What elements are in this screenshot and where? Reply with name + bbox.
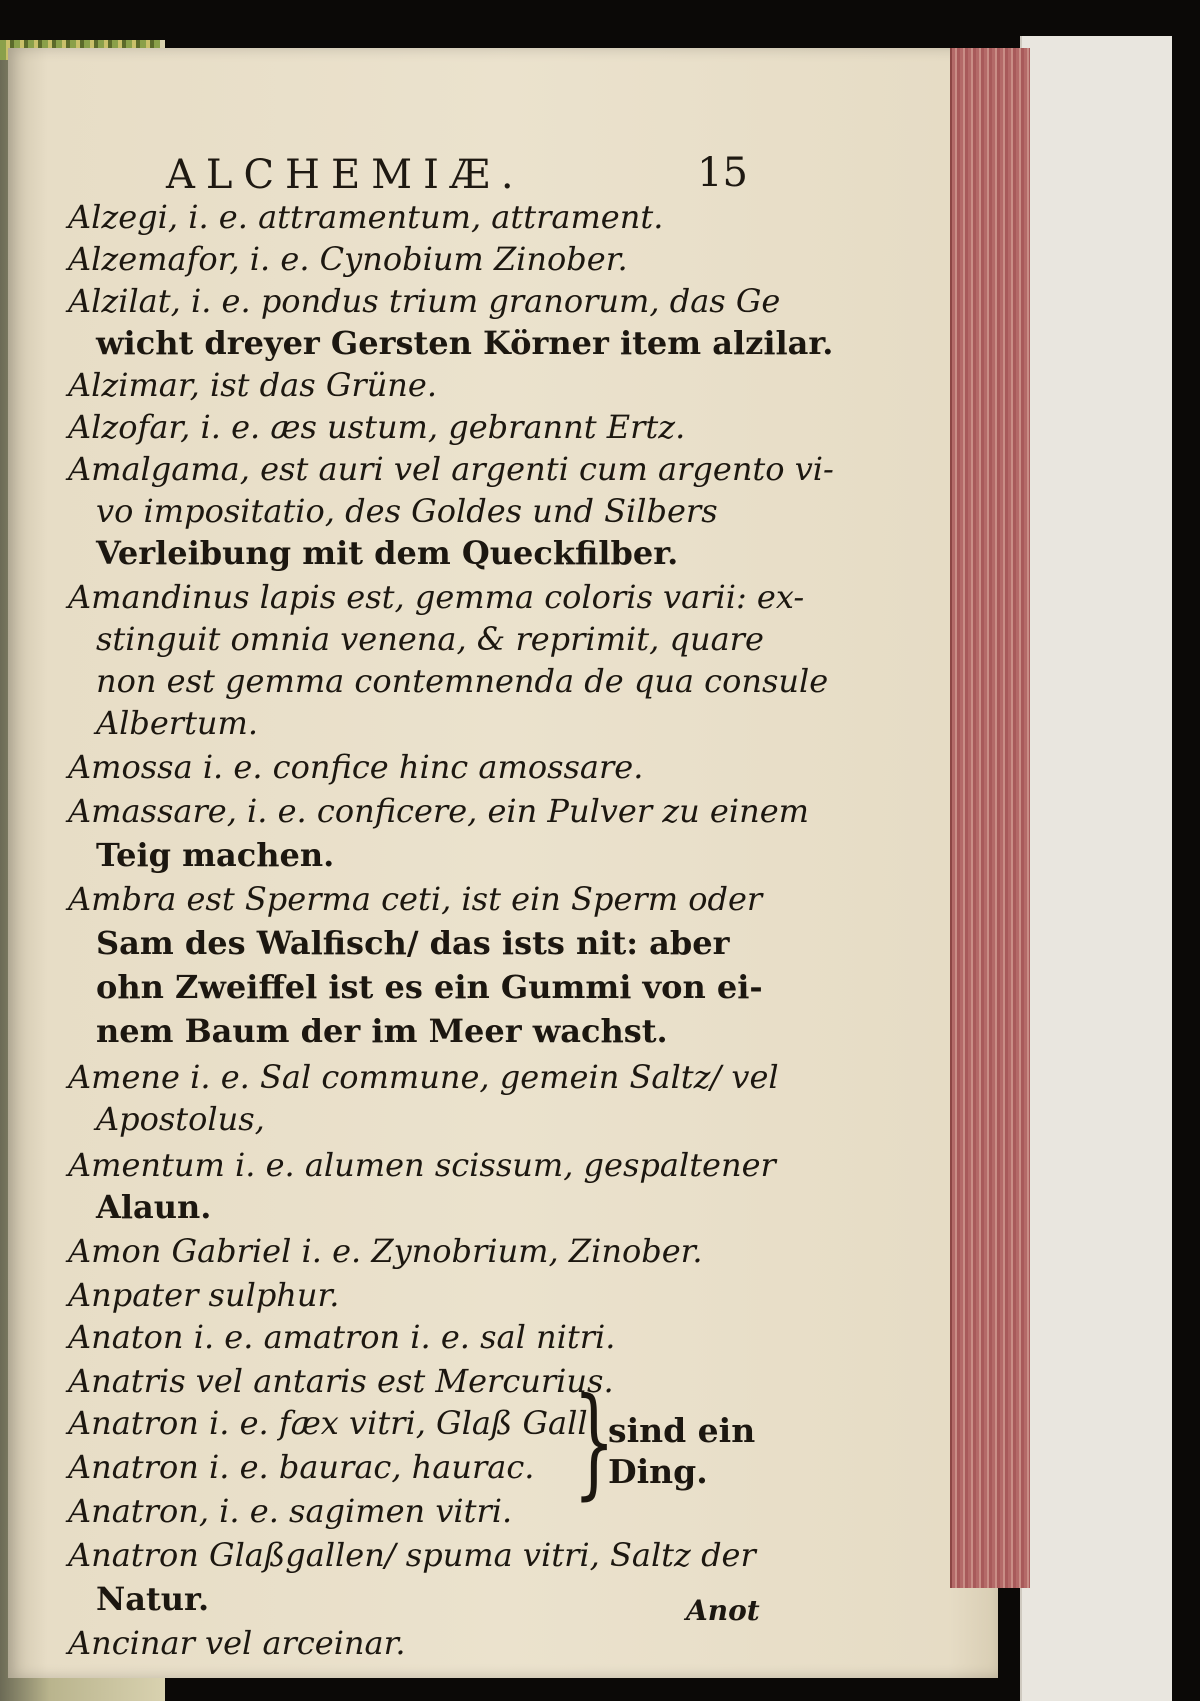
- entry-line: Teig machen.: [96, 836, 335, 874]
- brace-note-line: Ding.: [608, 1452, 708, 1492]
- entry-line: Verleibung mit dem Queckfilber.: [96, 534, 679, 572]
- entry-line: Alzilat, i. e. pondus trium granorum, das Ge: [68, 282, 781, 320]
- entry-line: vo impositatio, des Goldes und Silbers: [96, 492, 718, 530]
- entry-line: ohn Zweiffel ist es ein Gummi von ei-: [96, 968, 763, 1006]
- entry-line: Natur.: [96, 1580, 210, 1618]
- entry-line: Ambra est Sperma ceti, ist ein Sperm oder: [68, 880, 763, 918]
- entry-line: Anaton i. e. amatron i. e. sal nitri.: [68, 1318, 616, 1356]
- catchword: Anot: [686, 1594, 760, 1627]
- entry-line: Amassare, i. e. conficere, ein Pulver zu einem: [68, 792, 809, 830]
- entry-line: Alzofar, i. e. æs ustum, gebrannt Ertz.: [68, 408, 686, 446]
- entry-line: Alaun.: [96, 1188, 212, 1226]
- entry-line: nem Baum der im Meer wachst.: [96, 1012, 668, 1050]
- entry-line: wicht dreyer Gersten Körner item alzilar.: [96, 324, 834, 362]
- entry-line: Sam des Walfisch/ das ists nit: aber: [96, 924, 730, 962]
- entry-line: Alzemafor, i. e. Cynobium Zinober.: [68, 240, 628, 278]
- entry-line: stinguit omnia venena, & reprimit, quare: [96, 620, 764, 658]
- entry-line: Amon Gabriel i. e. Zynobrium, Zinober.: [68, 1232, 703, 1270]
- page-number: 15: [697, 150, 748, 196]
- entry-line: Amentum i. e. alumen scissum, gespaltener: [68, 1146, 776, 1184]
- running-head: ALCHEMIÆ.: [166, 152, 525, 198]
- brace-note: [608, 1410, 755, 1493]
- entry-line: Amandinus lapis est, gemma coloris varii: ex-: [68, 578, 805, 616]
- cover-board: [1020, 36, 1172, 1701]
- entry-line: Ancinar vel arceinar.: [68, 1624, 406, 1662]
- entry-line: Amalgama, est auri vel argenti cum argento vi-: [68, 450, 834, 488]
- entry-line: Anatron Glaßgallen/ spuma vitri, Saltz der: [68, 1536, 756, 1574]
- entry-line: Amossa i. e. confice hinc amossare.: [68, 748, 644, 786]
- page-block-edge: [950, 48, 1030, 1588]
- entry-line: non est gemma contemnenda de qua consule: [96, 662, 829, 700]
- entry-list: [8, 48, 998, 1678]
- entry-line: Anpater sulphur.: [68, 1276, 340, 1314]
- entry-line: Apostolus,: [96, 1100, 265, 1138]
- entry-line: Albertum.: [96, 704, 259, 742]
- brace-icon: }: [573, 1373, 616, 1512]
- page: [8, 48, 998, 1678]
- entry-line: Anatris vel antaris est Mercurius.: [68, 1362, 614, 1400]
- entry-line: Anatron i. e. fæx vitri, Glaß Gall: [68, 1404, 588, 1442]
- entry-line: Anatron i. e. baurac, haurac.: [68, 1448, 535, 1486]
- entry-line: Alzimar, ist das Grüne.: [68, 366, 438, 404]
- entry-line: Amene i. e. Sal commune, gemein Saltz/ vel: [68, 1058, 779, 1096]
- entry-line: Alzegi, i. e. attramentum, attrament.: [68, 198, 664, 236]
- brace-note-line: sind ein: [608, 1411, 756, 1450]
- entry-line: Anatron, i. e. sagimen vitri.: [68, 1492, 513, 1530]
